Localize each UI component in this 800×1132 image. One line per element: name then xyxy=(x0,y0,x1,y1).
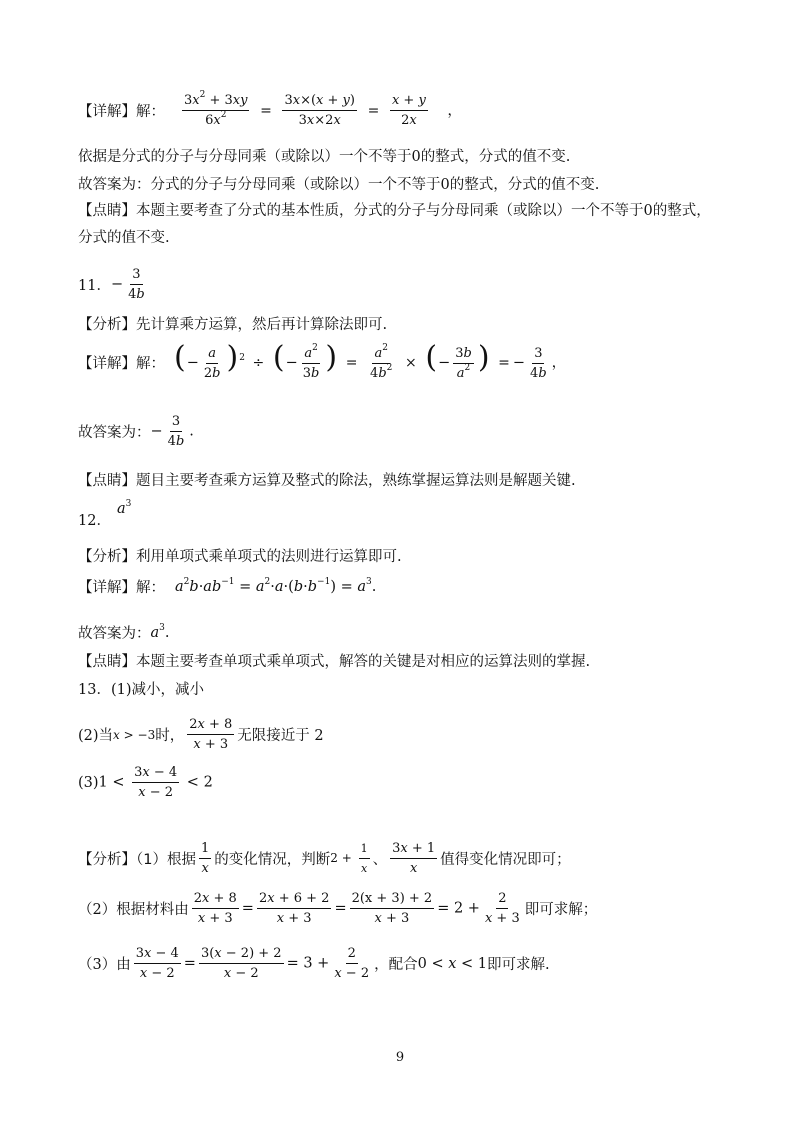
page-number: 9 xyxy=(395,1050,405,1065)
q12-final: 故答案为： $a^3$. xyxy=(78,622,170,642)
q13-analysis-1: 【分析】（1）根据 $\frac{1}{x}$ 的变化情况，判断 2 + $\frac{1}{x}$ 、 $\frac{3x + 1}{x}$ 值得变化情况即可； xyxy=(78,841,571,876)
q10-comment: 【点睛】本题主要考查了分式的基本性质，分式的分子与分母同乘（或除以）一个不等于0的整式，分式的值不变. xyxy=(78,203,711,246)
q13-part3: (3) 1 < $\frac{3x - 4}{x - 2}$ < 2 xyxy=(78,765,213,800)
q11-comment: 【点睛】题目主要考查乘方运算及整式的除法，熟练掌握运算法则是解题关键. xyxy=(78,473,576,489)
q12-detail-label: 【详解】解： xyxy=(78,580,165,596)
q11-answer: − $\frac{3}{4b}$ xyxy=(110,267,145,302)
q10-detail-label: 【详解】解： xyxy=(78,104,165,120)
q12-comment: 【点睛】本题主要考查单项式乘单项式，解答的关键是对相应的运算法则的掌握. xyxy=(78,654,591,670)
q13-analysis-2: （2）根据材料由 $\frac{2x + 8}{x + 3}$ = $\frac{2x + 6 + 2}{x + 3}$ = $\frac{2(x + 3) + 2}{x + 3}$ = 2 + $\frac{2}{x + 3}$ 即可求解； xyxy=(78,891,598,926)
q13-part2: (2)当 x > −3 时， $\frac{2x + 8}{x + 3}$ 无限接近于 2 xyxy=(78,717,324,752)
q12-answer: $a^3$ xyxy=(116,498,132,517)
q12-answer-line xyxy=(78,497,131,530)
q11-answer-line xyxy=(78,266,150,303)
q12-answer-label: 故答案为： xyxy=(78,626,151,642)
q11-answer-label: 故答案为： xyxy=(78,425,151,441)
q12-detail xyxy=(78,576,376,597)
q10-formula: $\frac{3x^2 + 3xy}{6x^2}$ = $\frac{3x\times(x + y)}{3x\times 2x}$ = $\frac{x + y}{2x}$ ， xyxy=(184,90,462,128)
q13-analysis-3: （3）由 $\frac{3x - 4}{x - 2}$ = $\frac{3(x - 2) + 2}{x - 2}$ = 3 + $\frac{2}{x - 2}$ ，配合 0 < x < 1 即可求解. xyxy=(78,946,550,981)
q10-explain: 依据是分式的分子与分母同乘（或除以）一个不等于0的整式，分式的值不变. xyxy=(78,149,571,165)
q12-analysis: 【分析】利用单项式乘单项式的法则进行运算即可. xyxy=(78,549,402,565)
q12-formula: $a^2b\cdot ab^{-1} = a^2\cdot a\cdot(b\cdot b^{-1}) = a^3$. xyxy=(175,576,377,595)
q10-detail xyxy=(78,92,462,129)
q13-number: 13． xyxy=(78,682,111,698)
q11-final: 故答案为： − $\frac{3}{4b}$ . xyxy=(78,414,194,449)
q13-p1: (1)减小，减小 xyxy=(110,682,204,698)
q11-analysis: 【分析】先计算乘方运算，然后再计算除法即可. xyxy=(78,317,388,333)
q11-formula: (− $\frac{a}{2b}$ )$^2$ ÷ (− $\frac{a^2}{3b}$ ) = $\frac{a^2}{4b^2}$ × (− $\frac{3b}{a^2}$ ) = − $\frac{3}{4b}$ ， xyxy=(174,340,567,381)
q10-answer: 故答案为：分式的分子与分母同乘（或除以）一个不等于0的整式，分式的值不变. xyxy=(78,177,600,193)
q13-part1 xyxy=(78,678,204,699)
q11-number: 11． xyxy=(78,278,111,294)
q11-detail-label: 【详解】解： xyxy=(78,355,165,372)
q12-number: 12． xyxy=(78,513,111,529)
q11-detail xyxy=(78,340,567,382)
